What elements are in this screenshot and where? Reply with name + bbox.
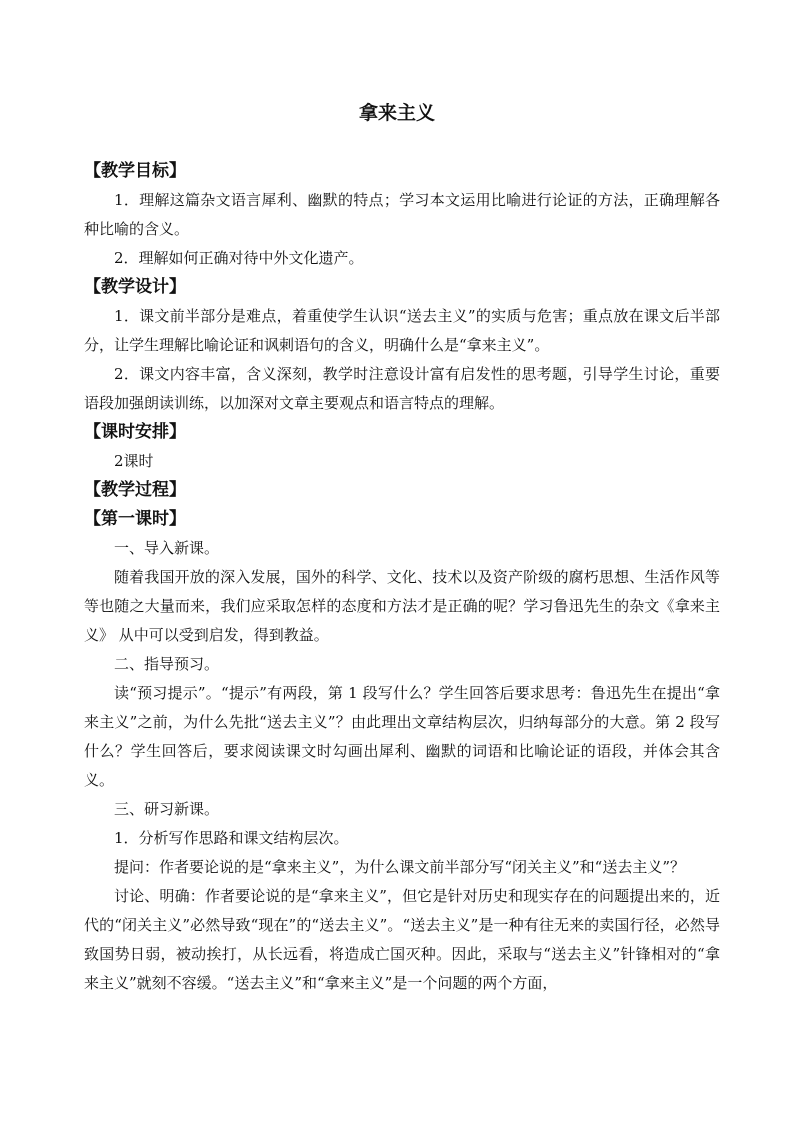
- schedule-text: 2课时: [114, 452, 154, 470]
- discussion-paragraph: 讨论、明确：作者要论说的是“拿来主义”，但它是针对历史和现实存在的问题提出来的，近代的“闭关主义”必然导致“现在”的“送去主义”。“送去主义”是一种有往无来的卖国行径，必然导致国势日弱，被动挨打，从长远看，将造成亡国灭种。因此，采取与“送去主义”针锋相对的“拿来主义”就刻不容缓。“送去主义”和“拿来主义”是一个问题的两个方面，: [84, 887, 720, 992]
- step3-title: 三、研习新课。: [114, 800, 220, 818]
- heading-teaching-design: 【教学设计】: [84, 277, 186, 297]
- heading-teaching-process: 【教学过程】: [84, 480, 186, 500]
- document-body: [84, 157, 720, 998]
- step3-item1: 1．分析写作思路和课文结构层次。: [114, 829, 349, 847]
- design-item-2: 2．课文内容丰富，含义深刻，教学时注意设计富有启发性的思考题，引导学生讨论，重要语段加强朗读训练，以加深对文章主要观点和语言特点的理解。: [84, 365, 720, 412]
- heading-first-lesson: 【第一课时】: [84, 509, 186, 529]
- question-paragraph: 提问：作者要论说的是“拿来主义”，为什么课文前半部分写“闭关主义”和“送去主义”？: [114, 858, 686, 876]
- page-title: 拿来主义: [358, 102, 435, 124]
- goal-item-2: 2．理解如何正确对待中外文化遗产。: [114, 249, 364, 267]
- goal-item-1: 1．理解这篇杂文语言犀利、幽默的特点；学习本文运用比喻进行论证的方法，正确理解各种比喻的含义。: [84, 191, 720, 238]
- heading-teaching-goals: 【教学目标】: [84, 161, 186, 181]
- step1-text: 随着我国开放的深入发展，国外的科学、文化、技术以及资产阶级的腐朽思想、生活作风等等也随之大量而来，我们应采取怎样的态度和方法才是正确的呢？学习鲁迅先生的杂文《拿来主义》 从中可以受到启发，得到教益。: [84, 568, 720, 644]
- design-item-1: 1．课文前半部分是难点，着重使学生认识“送去主义”的实质与危害；重点放在课文后半部分，让学生理解比喻论证和讽刺语句的含义，明确什么是“拿来主义”。: [84, 307, 720, 354]
- step1-title: 一、导入新课。: [114, 539, 220, 557]
- step2-text: 读“预习提示”。“提示”有两段，第 1 段写什么？学生回答后要求思考：鲁迅先生在提出“拿来主义”之前，为什么先批“送去主义”？由此理出文章结构层次，归纳每部分的大意。第 2 段写什么？学生回答后，要求阅读课文时勾画出犀利、幽默的词语和比喻论证的语段，并体会其含义。: [84, 684, 720, 789]
- step2-title: 二、指导预习。: [114, 655, 220, 673]
- heading-class-schedule: 【课时安排】: [84, 422, 186, 442]
